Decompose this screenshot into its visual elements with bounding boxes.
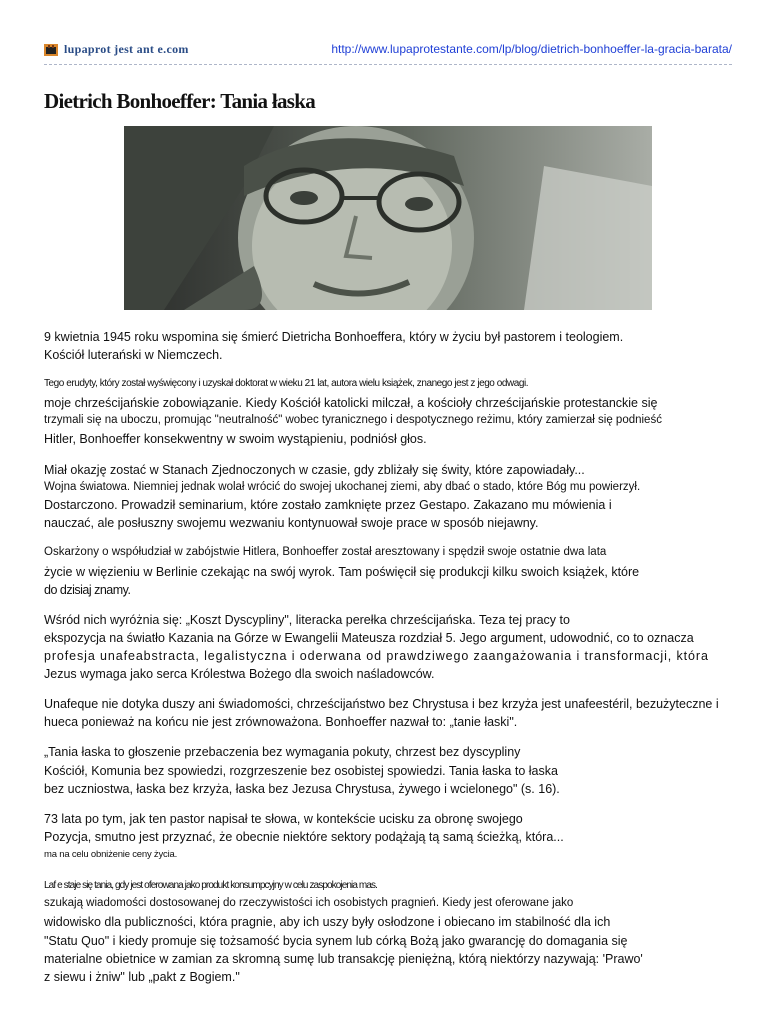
text-line: Wojna światowa. Niemniej jednak wolał wrócić do swojej ukochanej ziemi, aby dbać o stado, które Bóg mu powierzył. (44, 481, 641, 493)
text-line: profesja unafeabstracta, legalistyczna i oderwana od prawdziwego zaangażowania i transformacji, która (44, 649, 709, 663)
text-line: bez uczniostwa, łaska bez krzyża, łaska bez Jezusa Chrystusa, żywego i wcielonego" (s. 16). (44, 782, 560, 796)
text-line: Tego erudyty, który został wyświęcony i uzyskał doktorat w wieku 21 lat, autora wielu książek, znanego jest z jego odwagi. (44, 378, 529, 389)
text-line: Pozycja, smutno jest przyznać, że obecnie niektóre sektory podążają tą samą ścieżką, która... (44, 830, 564, 844)
text-line: materialne obietnice w zamian za skromną sumę lub transakcję pieniężną, którą niektórzy nazywają: 'Prawo' (44, 952, 643, 966)
text-line: „Tania łaska to głoszenie przebaczenia bez wymagania pokuty, chrzest bez dyscypliny (44, 745, 521, 759)
text-line: trzymali się na uboczu, promując "neutralność" wobec tyranicznego i despotycznego reżimu, który zamierzał się podnieść (44, 414, 662, 426)
text-line: szukają wiadomości dostosowanej do rzeczywistości ich osobistych pragnień. Kiedy jest oferowane jako (44, 897, 574, 909)
header-divider (44, 64, 732, 65)
text-line: "Statu Quo" i kiedy promuje się tożsamość bycia synem lub córką Bożą jako gwarancję do domagania się (44, 934, 628, 948)
text-line: widowisko dla publiczności, która pragnie, aby ich uszy były osłodzone i obiecano im stabilność dla ich (44, 915, 611, 929)
text-line: Kościół, Komunia bez spowiedzi, rozgrzeszenie bez osobistej spowiedzi. Tania łaska to łaska (44, 764, 558, 778)
text-line: Miał okazję zostać w Stanach Zjednoczonych w czasie, gdy zbliżały się świty, które zapowiadały... (44, 463, 585, 477)
text-line: ma na celu obniżenie ceny życia. (44, 849, 178, 860)
text-line: ekspozycja na światło Kazania na Górze w Ewangelii Mateusza rozdział 5. Jego argument, udowodnić, co to oznacza (44, 631, 694, 645)
text-line: Unafeque nie dotyka duszy ani świadomości, chrześcijaństwo bez Chrystusa i bez krzyża jest unafeestéril, bezużyteczne i (44, 697, 719, 711)
lupa-logo-icon (44, 44, 58, 56)
text-line: życie w więzieniu w Berlinie czekając na swój wyrok. Tam poświęcił się produkcji kilku swoich książek, które (44, 565, 640, 579)
text-line: 73 lata po tym, jak ten pastor napisał te słowa, w kontekście ucisku za obronę swojego (44, 812, 523, 826)
text-line: Laf e staje się tania, gdy jest oferowana jako produkt konsumpcyjny w celu zaspokojenia mas. (44, 880, 377, 891)
text-line: Jezus wymaga jako serca Królestwa Bożego dla swoich naśladowców. (44, 667, 435, 681)
text-line: z siewu i żniw" lub „pakt z Bogiem." (44, 970, 240, 984)
site-name: lupaprot jest ant e.com (64, 42, 189, 56)
text-line: hueca ponieważ na końcu nie jest zrównoważona. Bonhoeffer nazwał to: „tanie łaski". (44, 715, 518, 729)
text-line: 9 kwietnia 1945 roku wspomina się śmierć Dietricha Bonhoeffera, który w życiu był pastorem i teologiem. (44, 330, 624, 344)
text-line: nauczać, ale posłuszny swojemu wezwaniu kontynuował swoje prace w sposób niejawny. (44, 516, 539, 530)
site-logo[interactable] (44, 42, 189, 57)
text-line: do dzisiaj znamy. (44, 583, 131, 597)
article-title: Dietrich Bonhoeffer: Tania łaska (44, 89, 316, 113)
text-line: Oskarżony o współudział w zabójstwie Hitlera, Bonhoeffer został aresztowany i spędził swoje ostatnie dwa lata (44, 546, 607, 558)
source-url-link[interactable]: http://www.lupaprotestante.com/lp/blog/dietrich-bonhoeffer-la-gracia-barata/ (331, 42, 732, 56)
text-line: Kościół luterański w Niemczech. (44, 348, 223, 362)
text-line: Wśród nich wyróżnia się: „Koszt Dyscypliny", literacka perełka chrześcijańska. Teza tej pracy to (44, 613, 570, 627)
page-header (44, 42, 732, 62)
text-line: Dostarczono. Prowadził seminarium, które zostało zamknięte przez Gestapo. Zakazano mu mówienia i (44, 498, 612, 512)
text-line: moje chrześcijańskie zobowiązanie. Kiedy Kościół katolicki milczał, a kościoły chrześcijańskie protestanckie się (44, 396, 658, 410)
text-line: Hitler, Bonhoeffer konsekwentny w swoim wystąpieniu, podniósł głos. (44, 432, 427, 446)
portrait-photo (124, 126, 652, 310)
